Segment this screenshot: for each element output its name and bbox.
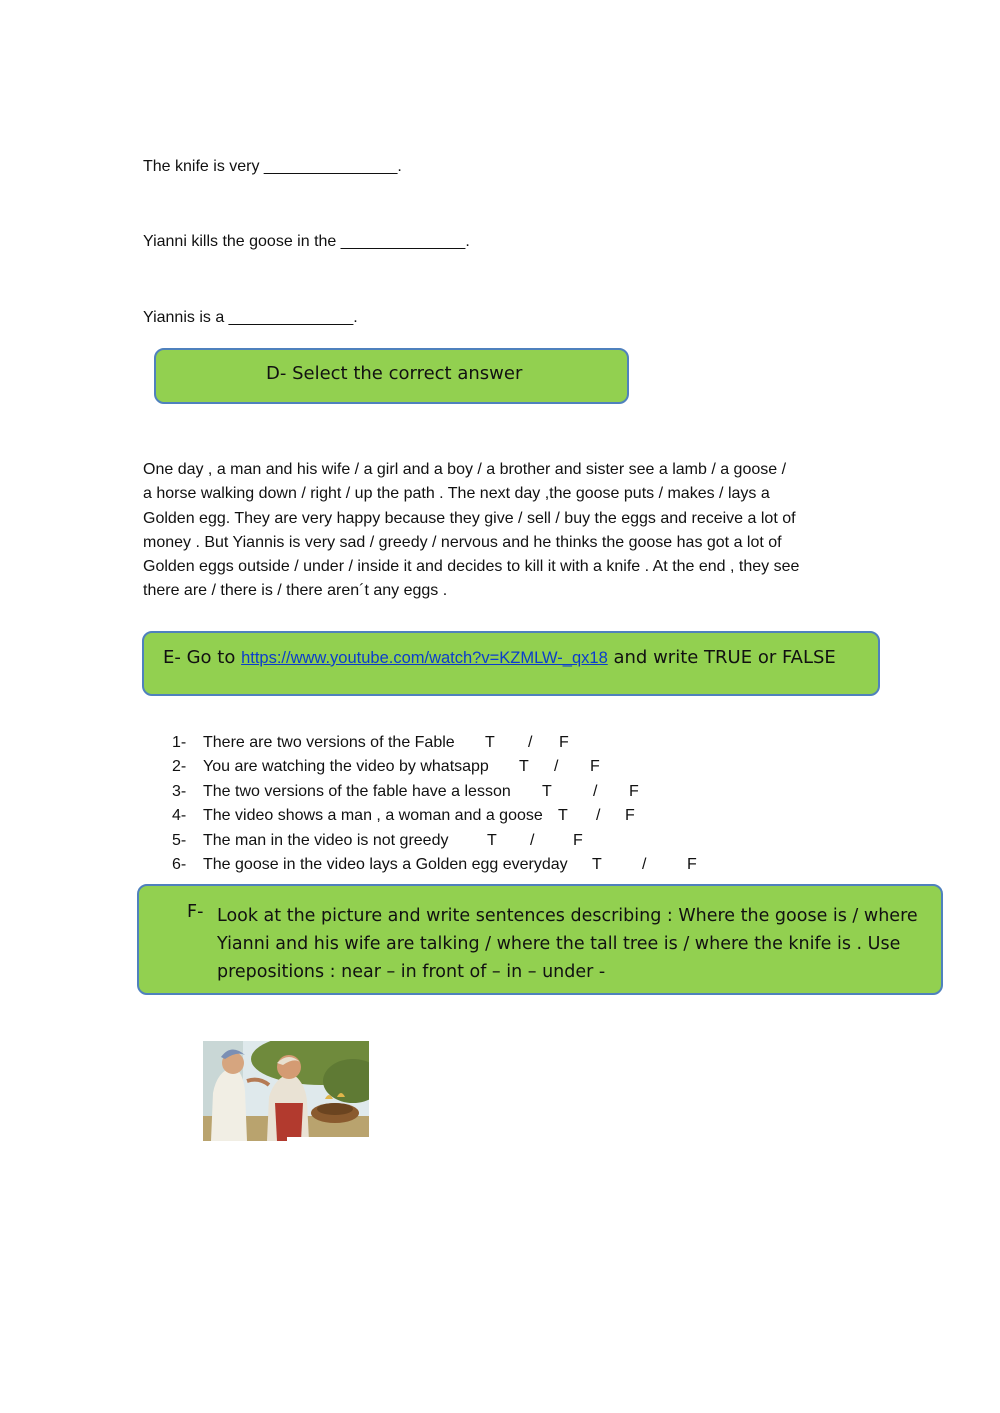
section-f-banner <box>137 884 943 995</box>
slash: / <box>593 782 598 800</box>
paragraph-line: a horse walking down / right / up the path . The next day ,the goose puts / makes / lays a <box>143 485 770 503</box>
section-e-banner <box>142 631 880 696</box>
item-number: 4- <box>172 807 187 825</box>
true-option[interactable]: T <box>558 807 568 825</box>
section-e-suffix: and write TRUE or FALSE <box>607 647 836 668</box>
item-statement: The goose in the video lays a Golden egg everyday <box>203 855 568 873</box>
section-e-title <box>163 647 836 668</box>
false-option[interactable]: F <box>687 855 697 873</box>
paragraph-line: there are / there is / there aren´t any eggs . <box>143 582 448 600</box>
fable-illustration <box>203 1041 369 1141</box>
paragraph-line: money . But Yiannis is very sad / greedy / nervous and he thinks the goose has got a lot of <box>143 533 782 551</box>
slash: / <box>596 807 601 825</box>
false-option[interactable]: F <box>590 758 600 776</box>
item-number: 3- <box>172 782 187 800</box>
section-f-number: F- <box>187 902 204 922</box>
paragraph-line: Golden egg. They are very happy because they give / sell / buy the eggs and receive a lot of <box>143 509 796 527</box>
true-option[interactable]: T <box>542 782 552 800</box>
section-f-instructions: Look at the picture and write sentences describing : Where the goose is / where Yianni and his wife are talking / where the tall tree is / where the knife is . Use prepositions : near – in front of – in – under - <box>217 906 918 982</box>
item-statement: You are watching the video by whatsapp <box>203 758 489 776</box>
section-d-banner <box>154 348 629 404</box>
slash: / <box>554 758 559 776</box>
slash: / <box>642 855 647 873</box>
true-option[interactable]: T <box>519 758 529 776</box>
youtube-link[interactable]: https://www.youtube.com/watch?v=KZMLW-_qx18 <box>241 649 608 667</box>
paragraph-line: One day , a man and his wife / a girl and a boy / a brother and sister see a lamb / a goose / <box>143 461 787 478</box>
section-d-title: D- Select the correct answer <box>266 363 523 384</box>
fill-in-knife: The knife is very _______________. <box>143 158 402 175</box>
true-option[interactable]: T <box>592 855 602 873</box>
true-option[interactable]: T <box>487 831 497 849</box>
fill-in-yiannis: Yiannis is a ______________. <box>143 309 358 326</box>
item-number: 5- <box>172 831 187 849</box>
false-option[interactable]: F <box>629 782 639 800</box>
slash: / <box>528 734 533 751</box>
item-statement: The video shows a man , a woman and a goose <box>203 807 543 825</box>
false-option[interactable]: F <box>573 831 583 849</box>
item-number: 1- <box>172 734 187 751</box>
false-option[interactable]: F <box>559 734 569 751</box>
paragraph-line: Golden eggs outside / under / inside it and decides to kill it with a knife . At the end , they see <box>143 558 800 576</box>
slash: / <box>530 831 535 849</box>
select-answer-paragraph <box>143 458 873 604</box>
item-statement: There are two versions of the Fable <box>203 734 455 751</box>
section-e-prefix: E- Go to <box>163 647 242 668</box>
true-option[interactable]: T <box>485 734 495 751</box>
item-number: 2- <box>172 758 187 776</box>
fill-in-goose: Yianni kills the goose in the ______________. <box>143 233 470 250</box>
item-statement: The two versions of the fable have a lesson <box>203 782 511 800</box>
item-statement: The man in the video is not greedy <box>203 831 449 849</box>
false-option[interactable]: F <box>625 807 635 825</box>
item-number: 6- <box>172 855 187 873</box>
